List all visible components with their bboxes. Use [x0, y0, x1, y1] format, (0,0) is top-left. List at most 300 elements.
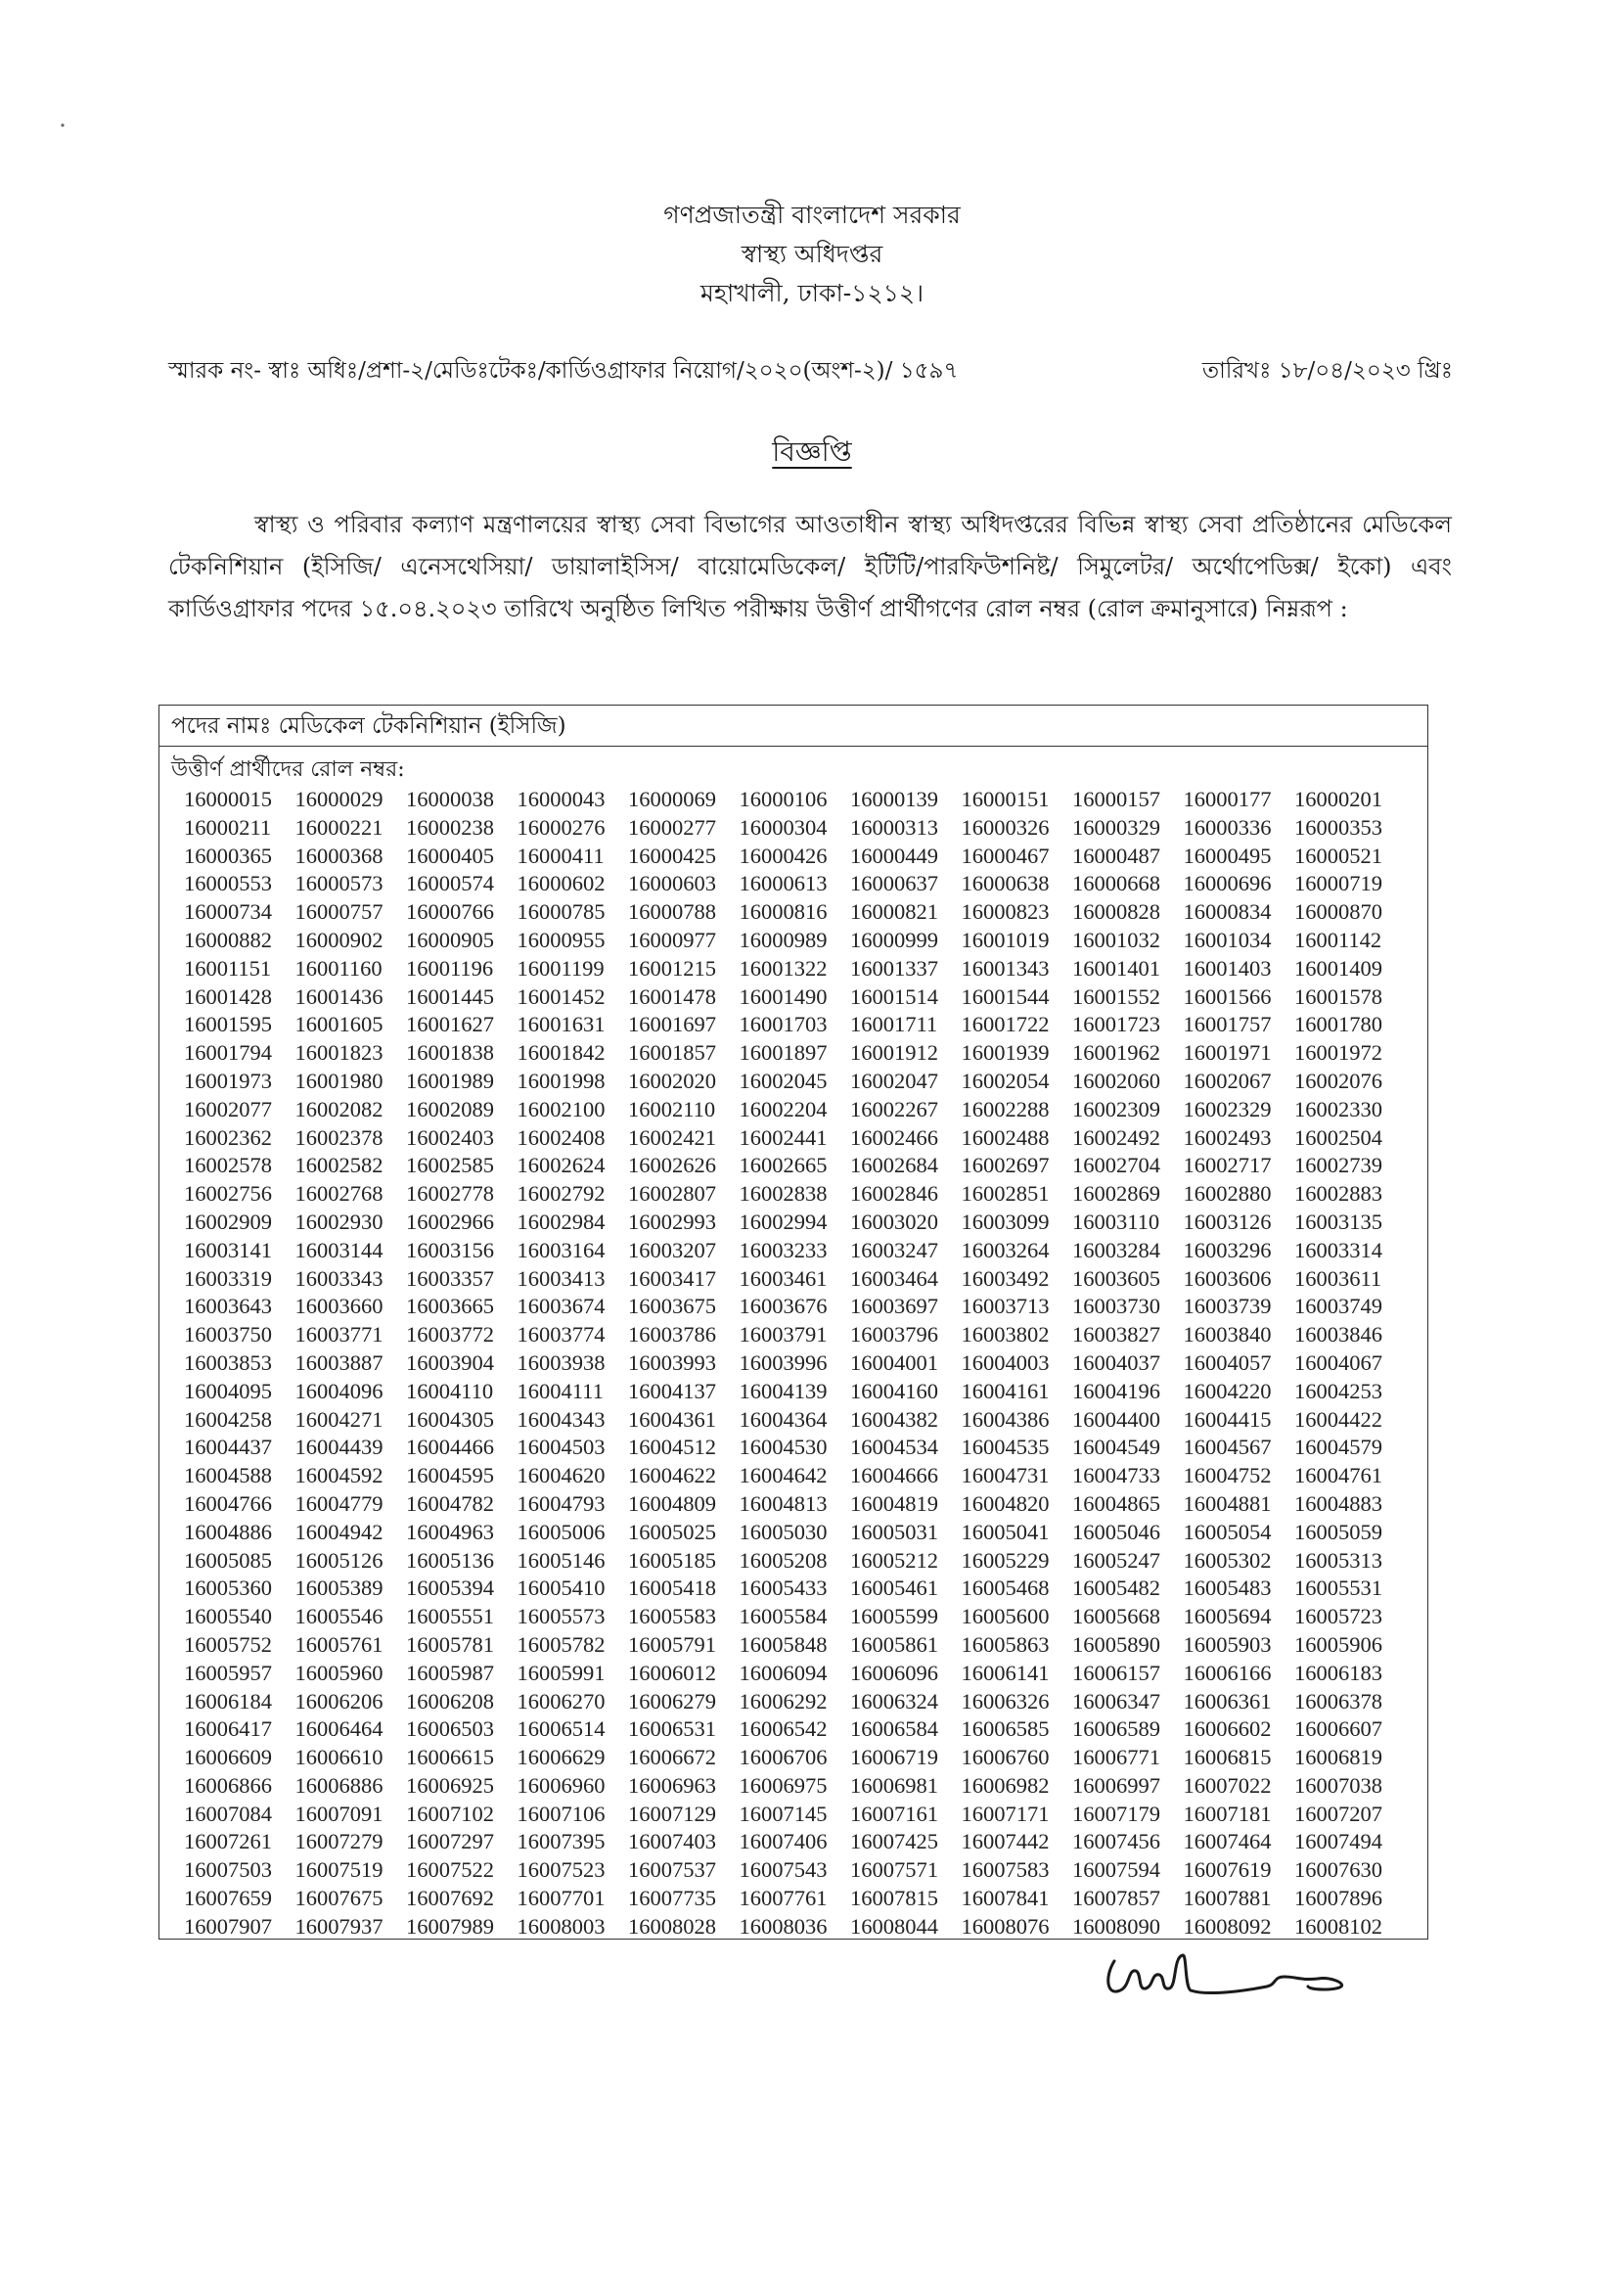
roll-number: 16000757: [294, 899, 383, 925]
roll-number: 16003357: [406, 1265, 494, 1291]
roll-number: 16006378: [1294, 1688, 1382, 1713]
roll-number: 16000821: [850, 899, 938, 925]
roll-number: 16002054: [961, 1068, 1050, 1093]
roll-row: [184, 1772, 1406, 1801]
roll-number: 16007022: [1183, 1772, 1272, 1798]
roll-number: 16006609: [184, 1745, 272, 1770]
roll-number: 16007456: [1072, 1829, 1160, 1854]
roll-number: 16003697: [850, 1294, 938, 1319]
roll-number: 16000766: [406, 899, 494, 925]
roll-number: 16000696: [1183, 871, 1272, 896]
roll-number: 16005126: [294, 1547, 383, 1573]
roll-number: 16007038: [1294, 1772, 1382, 1798]
roll-number: 16002488: [961, 1124, 1050, 1150]
roll-number: 16004793: [517, 1490, 606, 1516]
memo-date: তারিখঃ ১৮/০৪/২০২৩ খ্রিঃ: [1201, 358, 1453, 384]
roll-number: 16000603: [628, 871, 716, 896]
roll-number: 16005960: [294, 1660, 383, 1685]
roll-number: 16007537: [628, 1857, 716, 1883]
roll-number: 16005761: [294, 1631, 383, 1657]
roll-number: 16003492: [961, 1265, 1050, 1291]
roll-number: 16002378: [294, 1124, 383, 1150]
roll-number: 16003606: [1183, 1265, 1272, 1291]
roll-number: 16005212: [850, 1547, 938, 1573]
roll-number: 16000201: [1294, 787, 1382, 811]
roll-number: 16008036: [739, 1913, 828, 1939]
scan-speck-marks: [0, 0, 117, 157]
roll-number: 16001838: [406, 1040, 494, 1066]
roll-number: 16001142: [1294, 927, 1382, 952]
roll-number: 16006819: [1294, 1745, 1382, 1770]
roll-number: 16004139: [739, 1378, 828, 1403]
roll-number: 16000151: [961, 787, 1050, 811]
roll-number: 16005573: [517, 1604, 606, 1629]
roll-number: 16000613: [739, 871, 828, 896]
roll-number: 16007261: [184, 1829, 272, 1854]
roll-row: [184, 1293, 1406, 1321]
roll-number: 16007207: [1294, 1801, 1382, 1826]
roll-row: [184, 1575, 1406, 1603]
roll-number: 16005046: [1072, 1519, 1160, 1544]
roll-number: 16000521: [1294, 843, 1382, 868]
roll-number: 16005584: [739, 1604, 828, 1629]
roll-number: 16003141: [184, 1237, 272, 1262]
roll-row: [184, 1462, 1406, 1490]
roll-number: 16001034: [1183, 927, 1272, 952]
roll-number: 16001971: [1183, 1040, 1272, 1066]
roll-row: [184, 955, 1406, 983]
roll-number: 16002408: [517, 1124, 606, 1150]
roll-number: 16002492: [1072, 1124, 1160, 1150]
roll-number: 16002778: [406, 1181, 494, 1207]
roll-number: 16004466: [406, 1435, 494, 1460]
roll-number: 16001401: [1072, 955, 1160, 981]
roll-number: 16005030: [739, 1519, 828, 1544]
roll-number: 16005903: [1183, 1631, 1272, 1657]
roll-number: 16004595: [406, 1463, 494, 1488]
memo-reference: স্মারক নং- স্বাঃ অধিঃ/প্রশা-২/মেডিঃটেকঃ/কার্ডিওগ্রাফার নিয়োগ/২০২০(অংশ-২)/ ১৫৯৭: [168, 358, 959, 384]
roll-number: 16005468: [961, 1576, 1050, 1601]
roll-number: 16002288: [961, 1096, 1050, 1121]
roll-number: 16000574: [406, 871, 494, 896]
roll-number: 16007675: [294, 1886, 383, 1911]
roll-number: 16002403: [406, 1124, 494, 1150]
roll-number: 16005906: [1294, 1631, 1382, 1657]
roll-number: 16005146: [517, 1547, 606, 1573]
roll-number: 16006141: [961, 1660, 1050, 1685]
roll-number: 16006279: [628, 1688, 716, 1713]
roll-number: 16004503: [517, 1435, 606, 1460]
roll-row: [184, 1152, 1406, 1180]
roll-number: 16002626: [628, 1153, 716, 1178]
roll-row: [184, 1011, 1406, 1039]
roll-number: 16000882: [184, 927, 272, 952]
roll-number: 16005482: [1072, 1576, 1160, 1601]
roll-row: [184, 1828, 1406, 1856]
roll-number: 16007522: [406, 1857, 494, 1883]
roll-number: 16001722: [961, 1012, 1050, 1037]
roll-number: 16002846: [850, 1181, 938, 1207]
roll-number: 16008090: [1072, 1913, 1160, 1939]
roll-number: 16003846: [1294, 1322, 1382, 1348]
roll-number: 16004622: [628, 1463, 716, 1488]
roll-number: 16004422: [1294, 1406, 1382, 1432]
roll-number: 16006960: [517, 1772, 606, 1798]
roll-number: 16000353: [1294, 814, 1382, 840]
roll-number: 16004535: [961, 1435, 1050, 1460]
roll-number: 16001823: [294, 1040, 383, 1066]
roll-number: 16000038: [406, 787, 494, 811]
roll-number: 16002100: [517, 1096, 606, 1121]
roll-number: 16007406: [739, 1829, 828, 1854]
roll-number: 16002329: [1183, 1096, 1272, 1121]
roll-number: 16002665: [739, 1153, 828, 1178]
roll-number: 16005059: [1294, 1519, 1382, 1544]
roll-number: 16004382: [850, 1406, 938, 1432]
roll-number: 16007815: [850, 1886, 938, 1911]
roll-number: 16000467: [961, 843, 1050, 868]
roll-number: 16002930: [294, 1209, 383, 1234]
roll-number: 16003749: [1294, 1294, 1382, 1319]
roll-number: 16000313: [850, 814, 938, 840]
roll-number: 16003771: [294, 1322, 383, 1348]
roll-number: 16001627: [406, 1012, 494, 1037]
roll-number: 16006012: [628, 1660, 716, 1685]
roll-number: 16004813: [739, 1490, 828, 1516]
roll-number: 16000495: [1183, 843, 1272, 868]
roll-number: 16003774: [517, 1322, 606, 1348]
roll-row: [184, 1096, 1406, 1124]
roll-number: 16002807: [628, 1181, 716, 1207]
roll-number: 16001998: [517, 1068, 606, 1093]
roll-number: 16006602: [1183, 1716, 1272, 1742]
roll-number: 16003126: [1183, 1209, 1272, 1234]
roll-number: 16004766: [184, 1490, 272, 1516]
roll-number: 16004196: [1072, 1378, 1160, 1403]
roll-number: 16000823: [961, 899, 1050, 925]
roll-number: 16001757: [1183, 1012, 1272, 1037]
roll-number: 16006615: [406, 1745, 494, 1770]
roll-number: 16002330: [1294, 1096, 1382, 1121]
roll-number: 16004592: [294, 1463, 383, 1488]
roll-number: 16006542: [739, 1716, 828, 1742]
roll-number: 16002110: [628, 1096, 716, 1121]
roll-number: 16008076: [961, 1913, 1050, 1939]
roll-number: 16002578: [184, 1153, 272, 1178]
roll-number: 16004253: [1294, 1378, 1382, 1403]
roll-number: 16001897: [739, 1040, 828, 1066]
roll-row: [184, 1265, 1406, 1294]
roll-number: 16007523: [517, 1857, 606, 1883]
roll-number: 16000553: [184, 871, 272, 896]
roll-number: 16002717: [1183, 1153, 1272, 1178]
roll-number: 16002739: [1294, 1153, 1382, 1178]
roll-number: 16004003: [961, 1349, 1050, 1375]
roll-row: [184, 1434, 1406, 1462]
roll-number: 16006531: [628, 1716, 716, 1742]
roll-number: 16002966: [406, 1209, 494, 1234]
roll-number: 16000365: [184, 843, 272, 868]
roll-number: 16007571: [850, 1857, 938, 1883]
roll-number: 16000425: [628, 843, 716, 868]
roll-number: 16007519: [294, 1857, 383, 1883]
roll-number: 16004220: [1183, 1378, 1272, 1403]
roll-number: 16000902: [294, 927, 383, 952]
roll-number: 16002067: [1183, 1068, 1272, 1093]
roll-number: 16005229: [961, 1547, 1050, 1573]
roll-number: 16005890: [1072, 1631, 1160, 1657]
roll-number: 16007989: [406, 1913, 494, 1939]
roll-number: 16004820: [961, 1490, 1050, 1516]
roll-number: 16000043: [517, 787, 606, 811]
roll-number: 16007171: [961, 1801, 1050, 1826]
roll-number: 16000870: [1294, 899, 1382, 925]
roll-row: [184, 1688, 1406, 1716]
roll-number: 16003247: [850, 1237, 938, 1262]
roll-number: 16001032: [1072, 927, 1160, 952]
roll-number: 16007297: [406, 1829, 494, 1854]
roll-number: 16000788: [628, 899, 716, 925]
roll-number: 16001711: [850, 1012, 938, 1037]
roll-number: 16003996: [739, 1349, 828, 1375]
roll-row: [184, 1349, 1406, 1378]
roll-row: [184, 786, 1406, 814]
roll-number: 16005957: [184, 1660, 272, 1685]
signature: [1101, 1947, 1384, 2006]
roll-number: 16002768: [294, 1181, 383, 1207]
roll-row: [184, 1124, 1406, 1153]
roll-number: 16006094: [739, 1660, 828, 1685]
roll-number: 16005208: [739, 1547, 828, 1573]
roll-number: 16001989: [406, 1068, 494, 1093]
roll-row: [184, 1715, 1406, 1744]
roll-number: 16004137: [628, 1378, 716, 1403]
roll-number: 16000326: [961, 814, 1050, 840]
roll-number: 16003675: [628, 1294, 716, 1319]
roll-number: 16006672: [628, 1745, 716, 1770]
roll-number: 16001436: [294, 983, 383, 1009]
roll-number: 16002089: [406, 1096, 494, 1121]
roll-number: 16007129: [628, 1801, 716, 1826]
roll-number: 16003739: [1183, 1294, 1272, 1319]
roll-row: [184, 1209, 1406, 1237]
roll-number: 16000637: [850, 871, 938, 896]
roll-number: 16005247: [1072, 1547, 1160, 1573]
roll-number: 16000828: [1072, 899, 1160, 925]
roll-number: 16004111: [517, 1378, 604, 1403]
roll-number: 16001199: [517, 955, 605, 981]
roll-number: 16004733: [1072, 1463, 1160, 1488]
roll-number: 16000405: [406, 843, 494, 868]
roll-number: 16006326: [961, 1688, 1050, 1713]
roll-number: 16002697: [961, 1153, 1050, 1178]
roll-number: 16005483: [1183, 1576, 1272, 1601]
roll-number: 16003713: [961, 1294, 1050, 1319]
roll-number: 16006166: [1183, 1660, 1272, 1685]
roll-number: 16005551: [406, 1604, 494, 1629]
roll-row: [184, 1744, 1406, 1772]
roll-number: 16006886: [294, 1772, 383, 1798]
roll-number: 16000426: [739, 843, 828, 868]
roll-number: 16004512: [628, 1435, 716, 1460]
results-subtitle: উত্তীর্ণ প্রার্থীদের রোল নম্বর:: [171, 757, 405, 782]
roll-number: 16003772: [406, 1322, 494, 1348]
roll-row: [184, 927, 1406, 955]
roll-number: 16001196: [406, 955, 494, 981]
roll-number: 16005031: [850, 1519, 938, 1544]
roll-number: 16000719: [1294, 871, 1382, 896]
roll-number: 16003461: [739, 1265, 828, 1291]
roll-number: 16006760: [961, 1745, 1050, 1770]
roll-number: 16000668: [1072, 871, 1160, 896]
roll-number: 16000304: [739, 814, 828, 840]
header-address: মহাখালী, ঢাকা-১২১২।: [699, 279, 925, 307]
roll-number: 16003887: [294, 1349, 383, 1375]
roll-number: 16007594: [1072, 1857, 1160, 1883]
roll-number: 16001697: [628, 1012, 716, 1037]
roll-number: 16004779: [294, 1490, 383, 1516]
roll-number-grid: [184, 786, 1406, 1941]
roll-number: 16005085: [184, 1547, 272, 1573]
roll-number: 16002204: [739, 1096, 828, 1121]
roll-number: 16004549: [1072, 1435, 1160, 1460]
roll-number: 16007084: [184, 1801, 272, 1826]
roll-number: 16003791: [739, 1322, 828, 1348]
roll-number: 16006503: [406, 1716, 494, 1742]
roll-number: 16006208: [406, 1688, 494, 1713]
roll-row: [184, 1490, 1406, 1519]
roll-number: 16005791: [628, 1631, 716, 1657]
roll-row: [184, 1660, 1406, 1688]
roll-number: 16007091: [294, 1801, 383, 1826]
roll-number: 16005461: [850, 1576, 938, 1601]
roll-number: 16001514: [850, 983, 938, 1009]
roll-number: 16006184: [184, 1688, 272, 1713]
roll-row: [184, 1378, 1406, 1406]
roll-number: 16003284: [1072, 1237, 1160, 1262]
roll-number: 16004439: [294, 1435, 383, 1460]
roll-number: 16004886: [184, 1519, 272, 1544]
results-box: [158, 705, 1428, 1940]
roll-number: 16002585: [406, 1153, 494, 1178]
roll-number: 16003207: [628, 1237, 716, 1262]
roll-number: 16000602: [517, 871, 606, 896]
roll-number: 16000449: [850, 843, 938, 868]
roll-number: 16004096: [294, 1378, 383, 1403]
roll-number: 16001605: [294, 1012, 383, 1037]
roll-number: 16001631: [517, 1012, 606, 1037]
roll-number: 16004386: [961, 1406, 1050, 1432]
roll-number: 16005848: [739, 1631, 828, 1657]
roll-number: 16002704: [1072, 1153, 1160, 1178]
roll-number: 16003938: [517, 1349, 606, 1375]
roll-number: 16002362: [184, 1124, 272, 1150]
roll-number: 16007907: [184, 1913, 272, 1939]
roll-number: 16002076: [1294, 1068, 1382, 1093]
roll-row: [184, 1068, 1406, 1096]
roll-number: 16002421: [628, 1124, 716, 1150]
roll-number: 16005694: [1183, 1604, 1272, 1629]
roll-number: 16003413: [517, 1265, 606, 1291]
roll-number: 16005546: [294, 1604, 383, 1629]
roll-number: 16006866: [184, 1772, 272, 1798]
roll-number: 16001972: [1294, 1040, 1382, 1066]
roll-number: 16000411: [517, 843, 605, 868]
roll-number: 16001703: [739, 1012, 828, 1037]
roll-number: 16000638: [961, 871, 1050, 896]
roll-number: 16003110: [1072, 1209, 1160, 1234]
roll-number: 16004567: [1183, 1435, 1272, 1460]
roll-number: 16006347: [1072, 1688, 1160, 1713]
roll-number: 16005313: [1294, 1547, 1382, 1573]
roll-number: 16007937: [294, 1913, 383, 1939]
roll-number: 16002993: [628, 1209, 716, 1234]
roll-number: 16005600: [961, 1604, 1050, 1629]
roll-number: 16003665: [406, 1294, 494, 1319]
roll-number: 16003796: [850, 1322, 938, 1348]
roll-row: [184, 870, 1406, 898]
roll-number: 16003904: [406, 1349, 494, 1375]
roll-number: 16000999: [850, 927, 938, 952]
roll-number: 16000734: [184, 899, 272, 925]
roll-number: 16000177: [1183, 787, 1272, 811]
roll-number: 16002792: [517, 1181, 606, 1207]
roll-number: 16002466: [850, 1124, 938, 1150]
roll-number: 16001215: [628, 955, 716, 981]
roll-number: 16007896: [1294, 1886, 1382, 1911]
roll-number: 16003417: [628, 1265, 716, 1291]
roll-row: [184, 1406, 1406, 1435]
roll-number: 16004865: [1072, 1490, 1160, 1516]
roll-number: 16003605: [1072, 1265, 1160, 1291]
roll-number: 16002267: [850, 1096, 938, 1121]
roll-number: 16001322: [739, 955, 828, 981]
roll-number: 16002869: [1072, 1181, 1160, 1207]
roll-number: 16006981: [850, 1772, 938, 1798]
roll-number: 16006584: [850, 1716, 938, 1742]
roll-row: [184, 1547, 1406, 1576]
roll-number: 16007503: [184, 1857, 272, 1883]
roll-number: 16000955: [517, 927, 606, 952]
roll-number: 16003827: [1072, 1322, 1160, 1348]
roll-number: 16004160: [850, 1378, 938, 1403]
roll-number: 16001566: [1183, 983, 1272, 1009]
roll-number: 16005723: [1294, 1604, 1382, 1629]
roll-number: 16002994: [739, 1209, 828, 1234]
roll-number: 16003464: [850, 1265, 938, 1291]
roll-number: 16003020: [850, 1209, 938, 1234]
roll-number: 16001337: [850, 955, 938, 981]
roll-number: 16007543: [739, 1857, 828, 1883]
roll-number: 16004666: [850, 1463, 938, 1488]
roll-number: 16004361: [628, 1406, 716, 1432]
roll-number: 16006771: [1072, 1745, 1160, 1770]
roll-number: 16002441: [739, 1124, 828, 1150]
roll-number: 16006183: [1294, 1660, 1382, 1685]
roll-number: 16007761: [739, 1886, 828, 1911]
roll-number: 16006464: [294, 1716, 383, 1742]
roll-number: 16006610: [294, 1745, 383, 1770]
roll-number: 16005025: [628, 1519, 716, 1544]
roll-number: 16002045: [739, 1068, 828, 1093]
roll-number: 16000106: [739, 787, 828, 811]
roll-number: 16007161: [850, 1801, 938, 1826]
roll-number: 16006925: [406, 1772, 494, 1798]
roll-number: 16002060: [1072, 1068, 1160, 1093]
roll-number: 16007179: [1072, 1801, 1160, 1826]
roll-number: 16000329: [1072, 814, 1160, 840]
roll-number: 16005782: [517, 1631, 606, 1657]
